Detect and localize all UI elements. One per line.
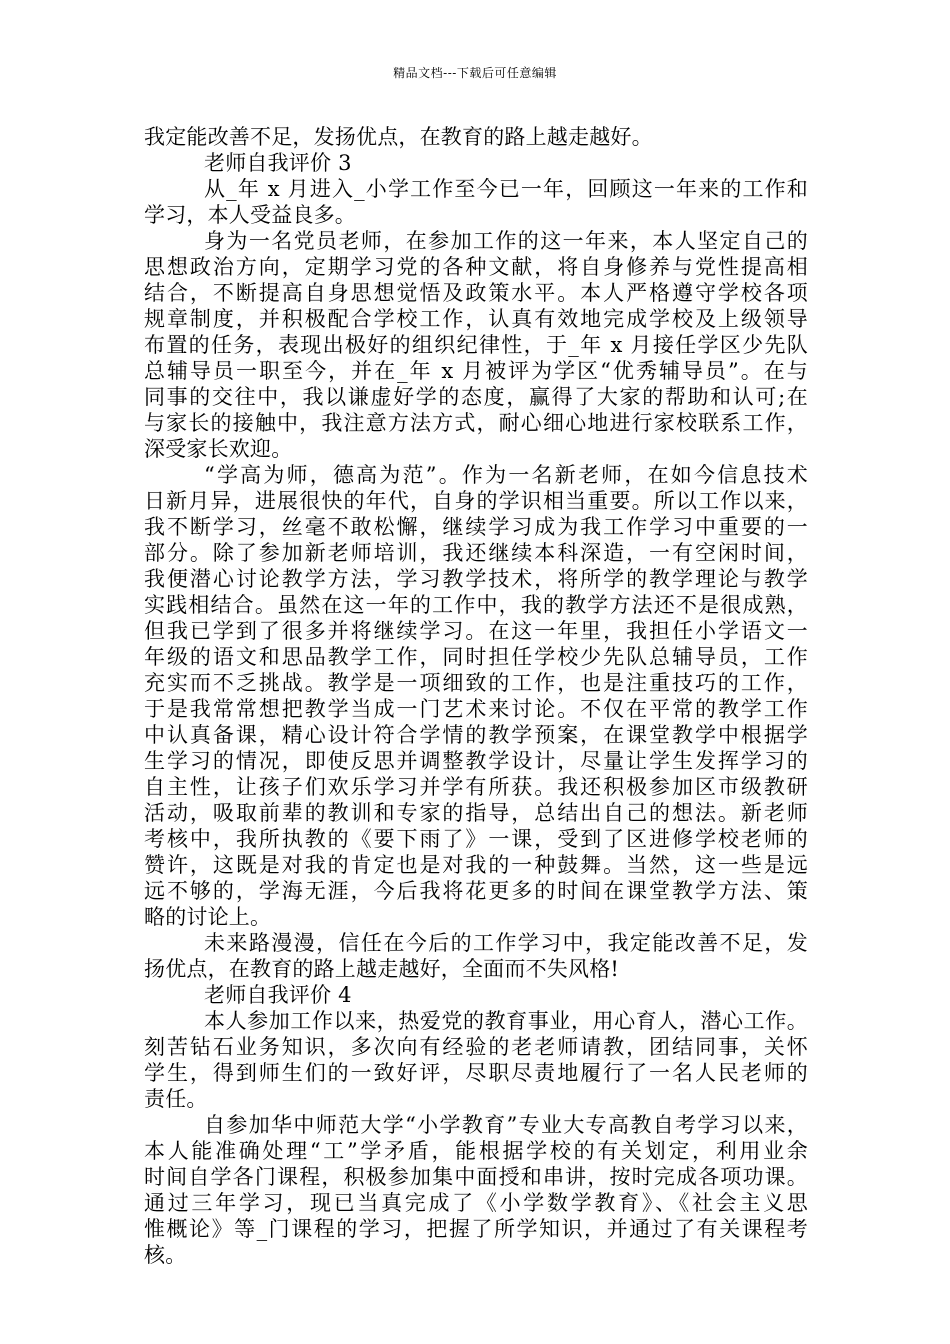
text-line: 身为一名党员老师，在参加工作的这一年来，本人坚定自己的 — [204, 229, 808, 253]
text-line: 思想政治方向，定期学习党的各种文献，将自身修养与党性提高相 — [144, 255, 808, 279]
text-line: 活动，吸取前辈的教训和专家的指导，总结出自己的想法。新老师 — [144, 801, 808, 825]
text-line: 时间自学各门课程，积极参加集中面授和串讲，按时完成各项功课。 — [144, 1165, 808, 1189]
text-line: 于是我常常想把教学当成一门艺术来讨论。不仅在平常的教学工作 — [144, 697, 808, 721]
text-line: 自主性，让孩子们欢乐学习并学有所获。我还积极参加区市级教研 — [144, 775, 808, 799]
text-line: 从_年 x 月进入_小学工作至今已一年，回顾这一年来的工作和 — [204, 177, 808, 201]
text-line: 规章制度，并积极配合学校工作，认真有效地完成学校及上级领导 — [144, 307, 808, 331]
text-line: 中认真备课，精心设计符合学情的教学预案，在课堂教学中根据学 — [144, 723, 808, 747]
text-line: 略的讨论上。 — [144, 905, 272, 929]
text-line: 但我已学到了很多并将继续学习。在这一年里，我担任小学语文一 — [144, 619, 808, 643]
text-line: 扬优点，在教育的路上越走越好，全面而不失风格! — [144, 957, 620, 981]
text-line: 深受家长欢迎。 — [144, 437, 293, 461]
document-body — [144, 124, 808, 1268]
text-line: 老师自我评价 3 — [204, 151, 352, 175]
text-line: 充实而不乏挑战。教学是一项细致的工作，也是注重技巧的工作， — [144, 671, 808, 695]
text-line: 同事的交往中，我以谦虚好学的态度，赢得了大家的帮助和认可;在 — [144, 385, 808, 409]
text-line: 生学习的情况，即使反思并调整教学设计，尽量让学生发挥学习的 — [144, 749, 808, 773]
text-line: 我不断学习，丝毫不敢松懈，继续学习成为我工作学习中重要的一 — [144, 515, 808, 539]
text-line: 学习，本人受益良多。 — [144, 203, 356, 227]
text-line: 通过三年学习，现已当真完成了《小学数学教育》、《社会主义思 — [144, 1191, 808, 1215]
text-line: 我定能改善不足，发扬优点，在教育的路上越走越好。 — [144, 125, 653, 149]
text-line: 核。 — [144, 1243, 187, 1267]
text-line: 考核中，我所执教的《要下雨了》一课，受到了区进修学校老师的 — [144, 827, 808, 851]
text-line: 本人能准确处理“工”学矛盾，能根据学校的有关划定，利用业余 — [144, 1139, 808, 1163]
text-line: 与家长的接触中，我注意方法方式，耐心细心地进行家校联系工作， — [144, 411, 808, 435]
text-line: 实践相结合。虽然在这一年的工作中，我的教学方法还不是很成熟， — [144, 593, 808, 617]
text-line: “学高为师，德高为范”。作为一名新老师，在如今信息技术 — [204, 463, 808, 487]
text-line: 责任。 — [144, 1087, 208, 1111]
text-line: 部分。除了参加新老师培训，我还继续本科深造，一有空闲时间， — [144, 541, 808, 565]
text-line: 远不够的，学海无涯，今后我将花更多的时间在课堂教学方法、策 — [144, 879, 808, 903]
text-line: 未来路漫漫，信任在今后的工作学习中，我定能改善不足，发 — [204, 931, 808, 955]
text-line: 我便潜心讨论教学方法，学习教学技术，将所学的教学理论与教学 — [144, 567, 808, 591]
text-line: 本人参加工作以来，热爱党的教育事业，用心育人，潜心工作。 — [204, 1009, 808, 1033]
text-line: 惟概论》等_门课程的学习，把握了所学知识，并通过了有关课程考 — [144, 1217, 808, 1241]
text-line: 刻苦钻石业务知识，多次向有经验的老老师请教，团结同事，关怀 — [144, 1035, 808, 1059]
text-line: 年级的语文和思品教学工作，同时担任学校少先队总辅导员，工作 — [144, 645, 808, 669]
text-line: 学生，得到师生们的一致好评，尽职尽责地履行了一名人民老师的 — [144, 1061, 808, 1085]
text-line: 老师自我评价 4 — [204, 983, 352, 1007]
page-header: 精品文档---下载后可任意编辑 — [393, 66, 557, 80]
text-line: 总辅导员一职至今，并在_年 x 月被评为学区“优秀辅导员”。在与 — [144, 359, 808, 383]
text-line: 赞许，这既是对我的肯定也是对我的一种鼓舞。当然，这一些是远 — [144, 853, 808, 877]
text-line: 日新月异，进展很快的年代，自身的学识相当重要。所以工作以来， — [144, 489, 808, 513]
text-line: 布置的任务，表现出极好的组织纪律性，于_年 x 月接任学区少先队 — [144, 333, 808, 357]
text-line: 自参加华中师范大学“小学教育”专业大专高教自考学习以来， — [204, 1113, 808, 1137]
text-line: 结合，不断提高自身思想觉悟及政策水平。本人严格遵守学校各项 — [144, 281, 808, 305]
